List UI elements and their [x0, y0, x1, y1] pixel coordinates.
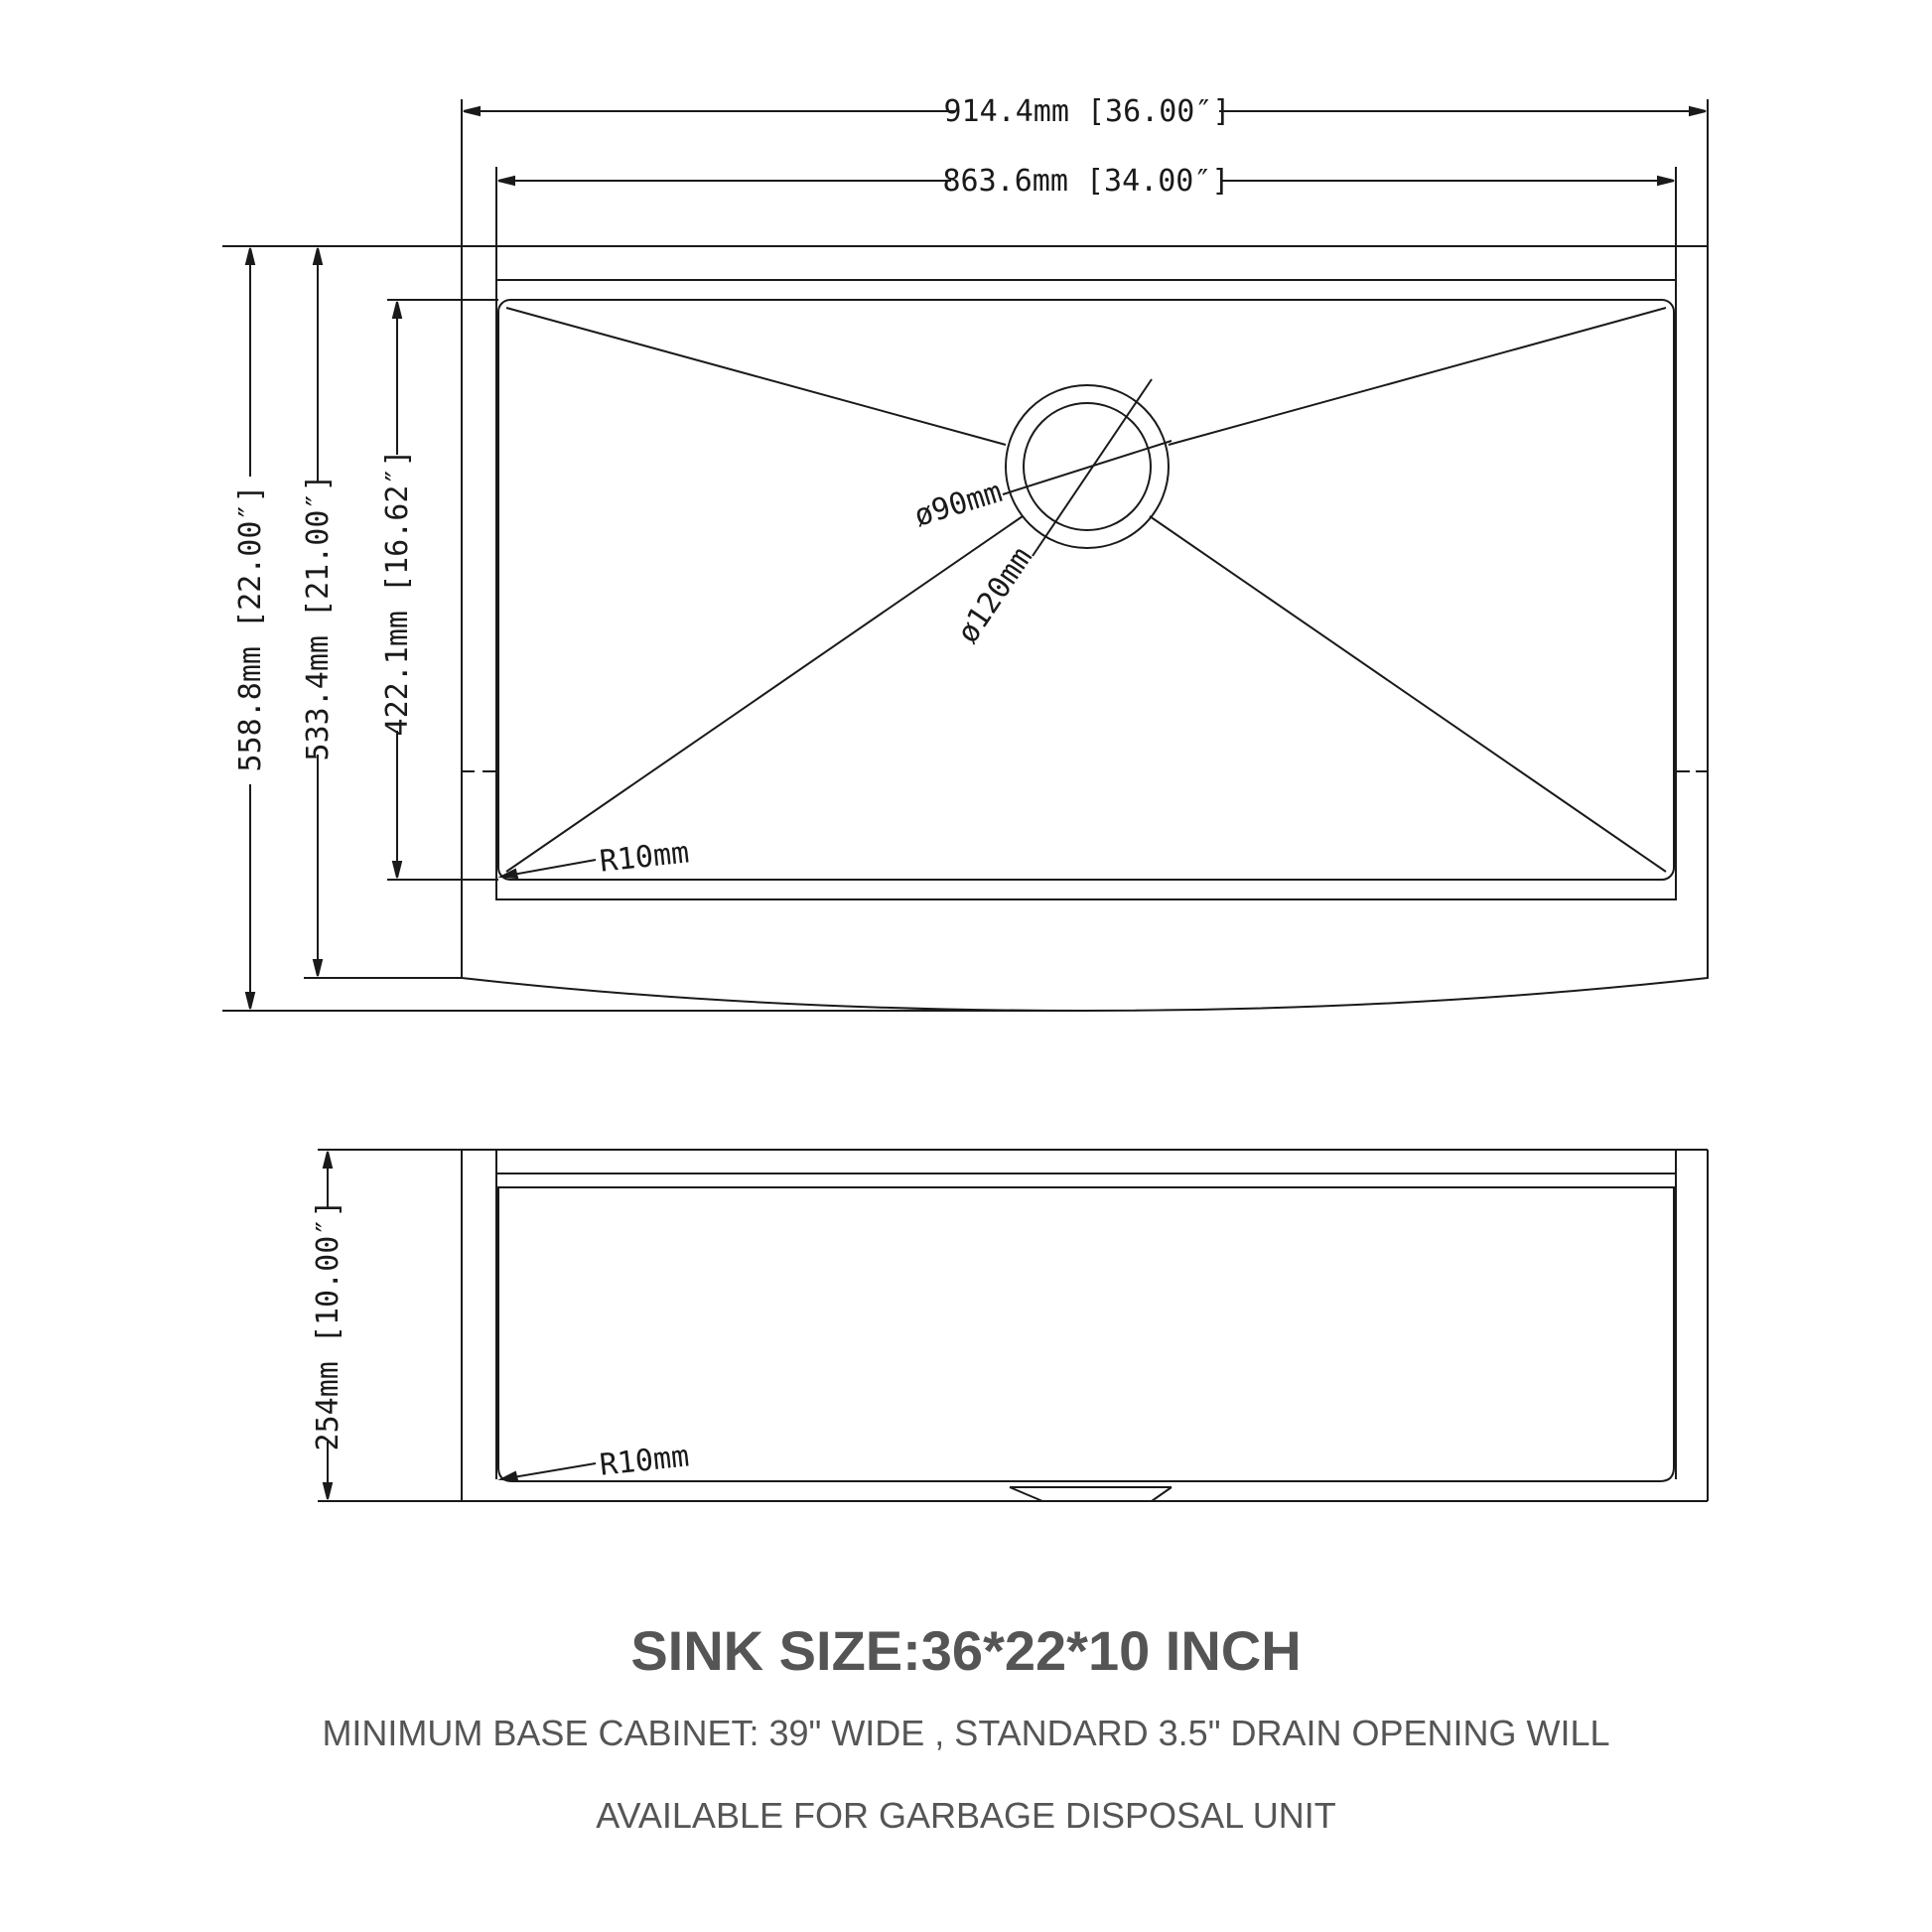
front-height-label: 254mm [10.00″]	[311, 1199, 345, 1451]
overall-depth-label: 558.8mm [22.00″]	[233, 484, 268, 772]
front-base-outline	[462, 1487, 1708, 1501]
slope-lines	[506, 308, 1666, 872]
rim-outline	[496, 280, 1676, 899]
corner-radius-label: R10mm	[598, 835, 691, 880]
overall-width-label: 914.4mm [36.00″]	[943, 94, 1231, 129]
sink-size-title: SINK SIZE:36*22*10 INCH	[630, 1619, 1302, 1682]
front-corner-radius-label: R10mm	[598, 1439, 691, 1483]
bowl-outline	[498, 300, 1674, 880]
cabinet-note-line-1: MINIMUM BASE CABINET: 39" WIDE , STANDARD 3.5" DRAIN OPENING WILL	[322, 1713, 1610, 1753]
bowl-depth-label: 422.1mm [16.62″]	[380, 449, 415, 737]
front-view	[318, 1150, 1708, 1501]
inner-width-label: 863.6mm [34.00″]	[942, 164, 1230, 199]
top-view	[222, 99, 1708, 1011]
drain	[1003, 379, 1172, 556]
front-bowl-outline	[498, 1187, 1674, 1481]
sink-outer-outline	[462, 246, 1708, 1011]
drain-inner-diameter-label: ø90mm	[909, 474, 1007, 534]
rim-depth-label: 533.4mm [21.00″]	[301, 474, 336, 761]
drain-outer-diameter-label: ø120mm	[950, 540, 1039, 650]
cabinet-note-line-2: AVAILABLE FOR GARBAGE DISPOSAL UNIT	[596, 1795, 1336, 1836]
